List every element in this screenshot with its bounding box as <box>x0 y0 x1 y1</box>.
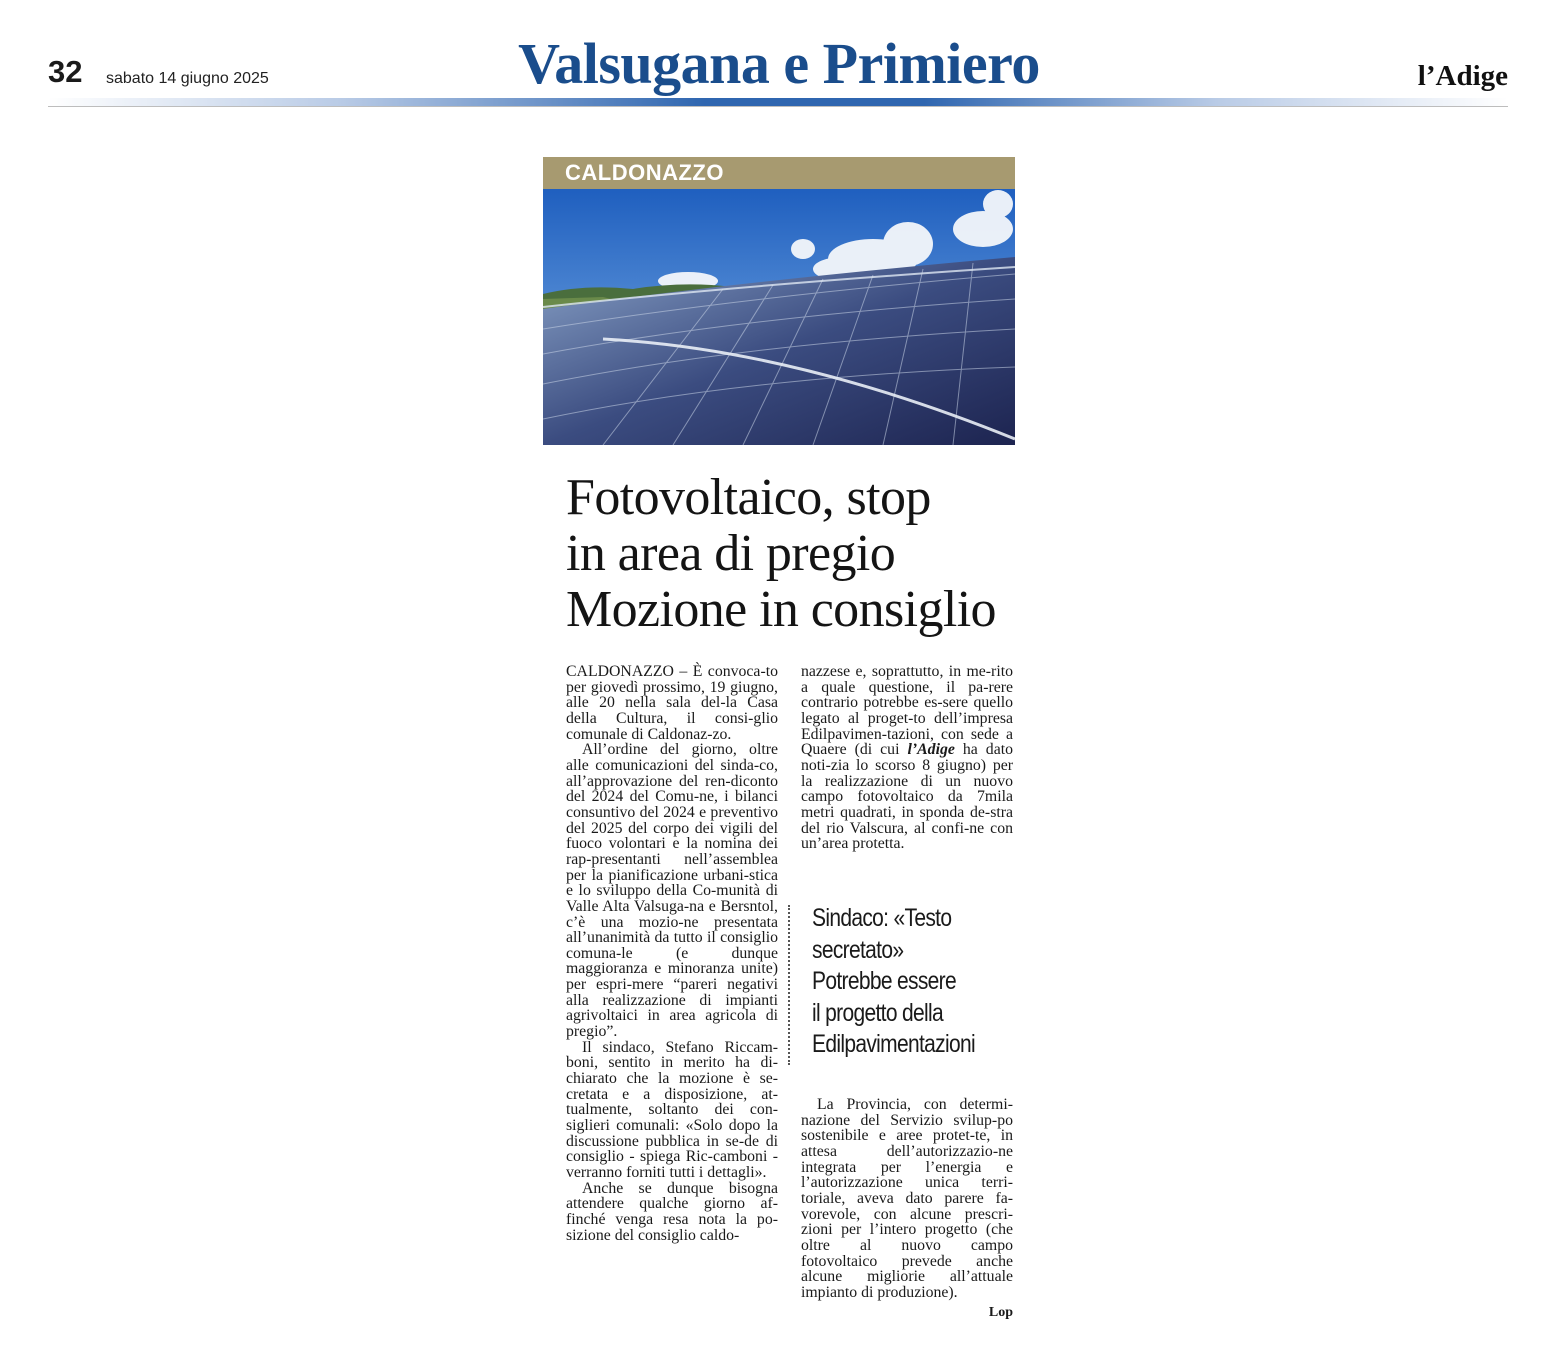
headline <box>566 470 1036 638</box>
pullquote-line: il progetto della <box>812 998 944 1027</box>
headline-line: Fotovoltaico, stop <box>566 469 931 526</box>
author-signature: Lop <box>988 1305 1013 1320</box>
paragraph <box>801 664 1013 852</box>
paragraph: Anche se dunque bisogna attendere qualche giorno af-finché venga resa nota la po-sizione del consiglio caldo- <box>566 1179 778 1244</box>
paragraph: All’ordine del giorno, oltre alle comunicazioni del sinda-co, all’approvazione del ren-diconto del 2024 del Comu-ne, i bilanci consuntivo del 2024 e preventivo del 2025 del corpo dei vigili del fuoco volontari e la nomina dei rap-presentanti nell’assemblea per la pianificazione urbani-stica e lo sviluppo della Co-munità di Valle Alta Valsuga-na e Bersntol, c’è una mozio-ne presentata all’unanimità da tutto il consiglio comuna-le (e dunque maggioranza e minoranza unite) per espri-mere “pareri negativi alla realizzazione di impianti agrivoltaici in area agricola di pregio”. <box>566 741 778 1041</box>
article-kicker <box>543 157 1015 189</box>
article-column-1 <box>566 664 778 1243</box>
header-divider <box>48 106 1508 107</box>
kicker-label: CALDONAZZO <box>565 160 724 185</box>
pullquote-line: Potrebbe essere <box>812 967 957 995</box>
article-photo <box>543 189 1015 445</box>
paragraph: Il sindaco, Stefano Riccam-boni, sentito in merito ha di-chiarato che la mozione è se-cretata e a disposizione, at-tualmente, soltanto dei con-siglieri comunali: «Solo dopo la discussione pubblica in se-de di consiglio - spiega Ric-camboni - verranno forniti tutti i dettagli». <box>566 1038 778 1181</box>
article-column-3 <box>801 1097 1013 1301</box>
headline-line: Mozione in consiglio <box>566 581 996 638</box>
page-number: 32 <box>48 54 83 89</box>
pullquote-line: Edilpavimentazioni <box>812 1030 976 1058</box>
issue-date: sabato 14 giugno 2025 <box>106 70 269 87</box>
paragraph-text: ha dato noti-zia lo scorso 8 giugno) per la realizzazione di un nuovo campo fotovoltaico da 7mila metri quadrati, in sponda de-stra del rio Valscura, al confi-ne con un’area protetta. <box>801 741 1014 853</box>
pullquote-line: secretato» <box>812 935 904 964</box>
paragraph-text: nazzese e, soprattutto, in me-rito a quale questione, il pa-rere contrario potrebbe es-sere quello legato al proget-to dell’impresa Edilpavimen-tazioni, con sede a Quaere (di cui <box>801 663 1013 759</box>
pullquote-rule <box>788 905 790 1065</box>
pullquote-line: Sindaco: «Testo <box>812 904 952 932</box>
paragraph: La Provincia, con determi-nazione del Servizio svilup-po sostenibile e aree protet-te, in attesa dell’autorizzazio-ne integrata per l’energia e l’autorizzazione unica terri-toriale, aveva dato parere fa-vorevole, con alcune prescri-zioni per l’intero progetto (che oltre al nuovo campo fotovoltaico prevede anche alcune migliorie all’attuale impianto di produzione). <box>801 1096 1013 1301</box>
solar-panels-image <box>543 189 1015 445</box>
header-gradient-band <box>48 98 1508 106</box>
paragraph: CALDONAZZO – È convoca-to per giovedì prossimo, 19 giugno, alle 20 nella sala del-la Casa della Cultura, il consi-glio comunale di Caldonaz-zo. <box>566 663 778 743</box>
headline-line: in area di pregio <box>566 525 896 582</box>
inline-brand-mention: l’Adige <box>907 741 955 759</box>
newspaper-logo: l’Adige <box>1417 60 1508 92</box>
pullquote <box>812 903 988 1061</box>
section-title: Valsugana e Primiero <box>518 31 1040 96</box>
article-column-2 <box>801 664 1013 852</box>
